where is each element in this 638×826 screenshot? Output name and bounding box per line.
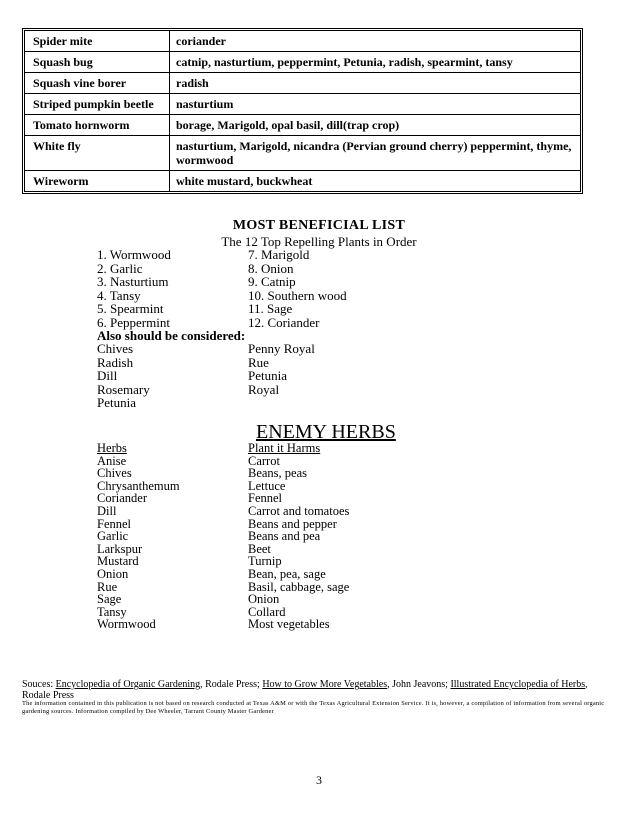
also-considered-item: Royal [248, 381, 280, 397]
companion-plants-cell: nasturtium [176, 97, 234, 111]
harms-column-header: Plant it Harms [248, 441, 321, 455]
pest-name-cell: Squash vine borer [25, 73, 170, 93]
enemy-herb-item: Fennel [97, 516, 132, 531]
beneficial-list-left [97, 248, 171, 329]
harmed-plant-item: Basil, cabbage, sage [248, 579, 350, 594]
companion-plants-cell: radish [176, 76, 209, 90]
harmed-plant-item: Bean, pea, sage [248, 566, 326, 581]
enemy-herb-item: Garlic [97, 529, 129, 544]
harmed-plant-item: Beans and pepper [248, 516, 337, 531]
pest-table-row [25, 52, 580, 73]
companion-plants-cell: nasturtium, Marigold, nicandra (Pervian ground cherry) peppermint, thyme, wormwood [176, 139, 572, 167]
enemy-harms-column [248, 442, 349, 631]
pest-table-row [25, 73, 580, 94]
sources-mid-2: , John Jeavons; [387, 679, 451, 690]
page-number: 3 [316, 773, 322, 787]
enemy-herb-item: Rue [97, 579, 118, 594]
enemy-herb-item: Onion [97, 566, 129, 581]
beneficial-list-item: 9. Catnip [248, 274, 296, 289]
also-considered-item: Radish [97, 354, 134, 370]
harmed-plant-item: Onion [248, 592, 280, 607]
pest-name-cell: Striped pumpkin beetle [25, 94, 170, 114]
enemy-herb-item: Chrysanthemum [97, 478, 180, 493]
harmed-plant-item: Beans and pea [248, 529, 321, 544]
also-considered-label: Also should be considered: [97, 328, 246, 343]
enemy-herb-item: Chives [97, 466, 132, 481]
harmed-plant-item: Lettuce [248, 478, 286, 493]
source-book-3: Illustrated Encyclopedia of Herbs [450, 679, 586, 690]
also-considered-item: Petunia [97, 395, 136, 410]
source-book-2: How to Grow More Vegetables [262, 679, 388, 690]
companion-plants-cell: borage, Marigold, opal basil, dill(trap crop) [176, 118, 400, 132]
pest-name-cell: Wireworm [25, 171, 170, 191]
beneficial-list-item: 3. Nasturtium [97, 274, 169, 289]
pest-table-row [25, 136, 580, 171]
beneficial-list-item: 10. Southern wood [248, 287, 347, 303]
also-considered-item: Rosemary [97, 381, 150, 397]
enemy-herb-item: Wormwood [97, 617, 156, 632]
herbs-column-header: Herbs [97, 441, 127, 455]
beneficial-list-item: 7. Marigold [248, 247, 310, 262]
enemy-herbs-column [97, 442, 180, 631]
pest-name-cell: Tomato hornworm [25, 115, 170, 135]
enemy-herb-item: Tansy [97, 604, 127, 619]
sources-prefix: Souces: [22, 679, 56, 690]
pest-table [22, 28, 583, 194]
pest-table-row [25, 94, 580, 115]
disclaimer-text: The information contained in this publication is not based on research conducted at Texas A&M or with the Texas Agricultural Extension Service. It is, however, a compilation of information from several organic gardening sources. Information compiled by Dee Wheeler, Tarrant County Master Gardener [22, 700, 605, 716]
companion-plants-cell: white mustard, buckwheat [176, 174, 313, 188]
companion-plants-cell: coriander [176, 34, 226, 48]
harmed-plant-item: Turnip [248, 554, 282, 569]
also-considered-list-left [97, 342, 150, 410]
harmed-plant-item: Carrot [248, 453, 280, 468]
harmed-plant-item: Fennel [248, 491, 283, 506]
beneficial-list-item: 6. Peppermint [97, 314, 170, 330]
enemy-herb-item: Sage [97, 592, 122, 607]
beneficial-list-right [248, 248, 347, 329]
beneficial-list-item: 4. Tansy [97, 287, 141, 303]
companion-plants-cell: catnip, nasturtium, peppermint, Petunia, radish, spearmint, tansy [176, 55, 513, 69]
also-considered-item: Rue [248, 354, 269, 370]
pest-table-row [25, 171, 580, 191]
harmed-plant-item: Collard [248, 604, 286, 619]
pest-name-cell: Spider mite [25, 31, 170, 51]
enemy-herb-item: Coriander [97, 491, 147, 506]
harmed-plant-item: Carrot and tomatoes [248, 503, 350, 518]
enemy-herb-item: Larkspur [97, 541, 143, 556]
sources-suffix: , Rodale Press [22, 679, 588, 701]
pest-table-row [25, 115, 580, 136]
pest-name-cell: White fly [25, 136, 170, 170]
beneficial-subtitle: The 12 Top Repelling Plants in Order [221, 234, 417, 249]
beneficial-list-item: 1. Wormwood [97, 247, 171, 262]
also-considered-list-right [248, 342, 315, 396]
enemy-herbs-title: ENEMY HERBS [256, 421, 396, 443]
beneficial-list-item: 5. Spearmint [97, 301, 164, 316]
also-considered-item: Petunia [248, 368, 287, 383]
also-considered-item: Penny Royal [248, 341, 315, 356]
beneficial-list-item: 2. Garlic [97, 260, 143, 276]
source-book-1: Encyclopedia of Organic Gardening [55, 679, 201, 690]
harmed-plant-item: Most vegetables [248, 617, 330, 632]
beneficial-list-item: 8. Onion [248, 260, 294, 276]
beneficial-title: MOST BENEFICIAL LIST [232, 218, 406, 233]
harmed-plant-item: Beans, peas [248, 466, 308, 481]
pest-table-row [25, 31, 580, 52]
beneficial-list-item: 11. Sage [248, 301, 293, 316]
pest-name-cell: Squash bug [25, 52, 170, 72]
enemy-herb-item: Anise [97, 453, 127, 468]
sources-citation [22, 679, 612, 701]
sources-mid-1: , Rodale Press; [200, 679, 263, 690]
harmed-plant-item: Beet [248, 541, 271, 556]
also-considered-item: Dill [97, 368, 118, 383]
beneficial-list-item: 12. Coriander [248, 314, 320, 330]
also-considered-item: Chives [97, 341, 134, 356]
enemy-herb-item: Dill [97, 503, 117, 518]
enemy-herb-item: Mustard [97, 554, 139, 569]
